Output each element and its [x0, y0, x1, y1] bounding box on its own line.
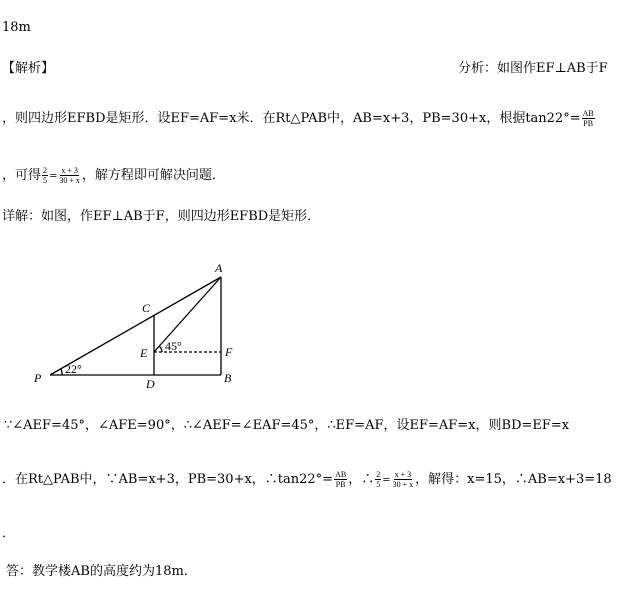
analysis-line-3-text: ，可得 [2, 168, 42, 183]
fraction-numerator: x + 3 [394, 470, 412, 479]
analysis-head: 分析：如图作EF⊥AB于F [458, 61, 608, 76]
angle-arc-p [61, 369, 62, 375]
fraction-x3-30x [392, 470, 415, 489]
fraction-x3-30x [58, 166, 81, 185]
geometry-figure [28, 262, 238, 392]
analysis-line-3 [2, 166, 225, 185]
label-P: P [34, 371, 42, 385]
answer-top: 18m [2, 20, 31, 35]
detail-line-3-mid: ，∴ [348, 472, 375, 487]
fraction-ab-pb [334, 470, 347, 489]
fraction-numerator: 2 [376, 470, 381, 479]
label-F: F [225, 345, 233, 359]
analysis-line-3-tail: ，解方程即可解决问题． [81, 168, 225, 183]
fraction-numerator: AB [582, 109, 594, 118]
detail-line-3-text: ．在Rt△PAB中，∵AB=x+3，PB=30+x，∴tan22°= [2, 472, 334, 487]
fraction-denominator: PB [335, 480, 346, 489]
fraction-denominator: 30 + x [59, 176, 80, 185]
equals-sign: = [382, 475, 391, 486]
label-A: A [215, 262, 223, 275]
label-D: D [146, 377, 155, 391]
fraction-denominator: PB [583, 119, 594, 128]
label-angle-E: 45° [165, 339, 182, 353]
answer-line: 答：教学楼AB的高度约为18m． [6, 564, 197, 579]
fraction-denominator: 5 [43, 176, 48, 185]
analysis-line-2-text: ，则四边形EFBD是矩形．设EF=AF=x米．在Rt△PAB中，AB=x+3，PB=30+x，根据tan22°= [2, 111, 581, 126]
label-B: B [224, 371, 232, 385]
analysis-tag: 【解析】 [2, 61, 55, 76]
equals-sign: = [49, 171, 58, 182]
segment-pa [50, 277, 221, 375]
detail-line-2: ∵∠AEF=45°，∠AFE=90°，∴∠AEF=∠EAF=45°，∴EF=AF，设EF=AF=x，则BD=EF=x [4, 418, 570, 433]
label-C: C [142, 301, 151, 315]
fraction-2-5 [42, 166, 48, 185]
angle-arc-e [159, 346, 162, 352]
fraction-2-5 [375, 470, 381, 489]
detail-line-3 [2, 470, 612, 489]
fraction-numerator: x + 3 [61, 166, 78, 175]
detail-line-4: ． [2, 526, 16, 541]
label-E: E [140, 346, 148, 360]
fraction-denominator: 30 + x [392, 480, 414, 489]
fraction-ab-pb [582, 109, 595, 128]
detail-line-3-tail: ，解得：x=15，∴AB=x+3=18 [415, 472, 612, 487]
detail-line-1: 详解：如图，作EF⊥AB于F，则四边形EFBD是矩形． [2, 209, 321, 224]
fraction-numerator: AB [335, 470, 347, 479]
fraction-numerator: 2 [43, 166, 48, 175]
fraction-denominator: 5 [376, 480, 381, 489]
analysis-line-2 [2, 109, 596, 128]
label-angle-P: 22° [65, 362, 82, 376]
